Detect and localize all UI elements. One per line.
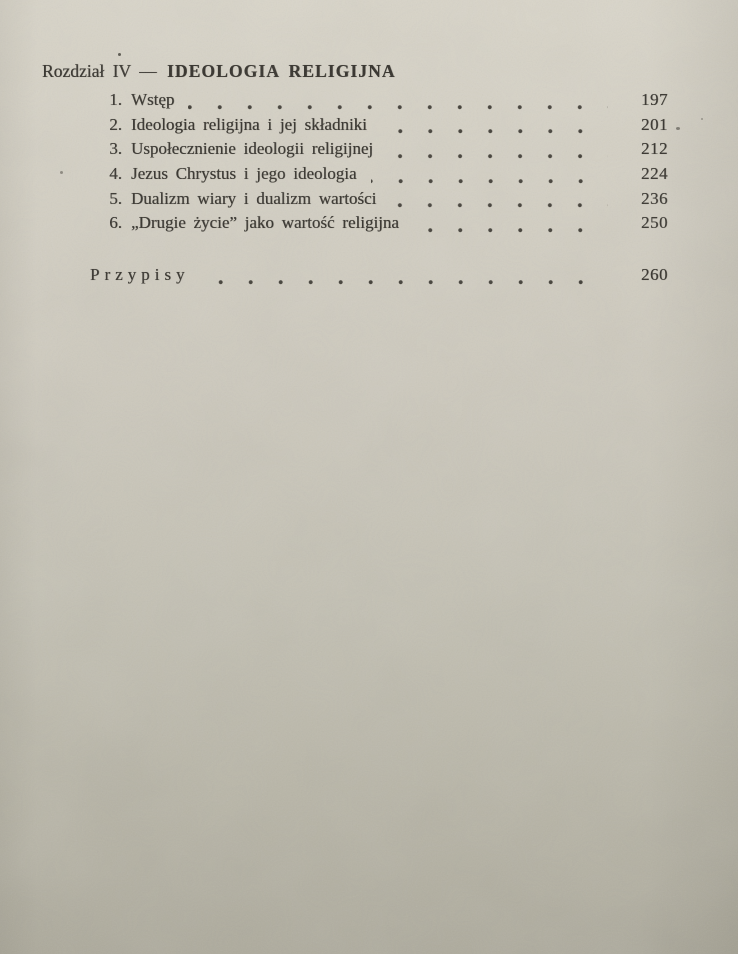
dot-leader — [371, 179, 608, 184]
ink-speck — [701, 118, 703, 120]
dot-leader — [204, 280, 609, 285]
toc-entry — [100, 189, 668, 214]
toc-entry-label: „Drugie życie” jako wartość religijna — [131, 213, 399, 233]
dot-leader — [381, 129, 608, 134]
toc-entry-number: 1. — [109, 90, 122, 109]
toc-entry-page-number: 197 — [641, 90, 668, 109]
toc-entry-label: Jezus Chrystus i jego ideologia — [131, 164, 357, 184]
dot-leader — [387, 154, 608, 159]
toc-list — [100, 90, 668, 238]
toc-entry-page-number: 212 — [641, 139, 668, 159]
toc-entry-page-number: 250 — [641, 213, 668, 233]
dot-leader — [413, 228, 608, 233]
toc-entry-page-number: 201 — [641, 114, 668, 134]
toc-entry — [100, 213, 668, 238]
table-of-contents — [42, 60, 668, 290]
toc-entry-label: Uspołecznienie ideologii religijnej — [131, 139, 374, 159]
dot-leader — [390, 203, 608, 208]
toc-entry-number: 6. — [109, 213, 122, 233]
toc-entry — [100, 90, 668, 115]
toc-footer-entry — [90, 265, 668, 290]
toc-entry — [100, 115, 668, 140]
toc-entry-page-number: 224 — [641, 164, 668, 184]
toc-entry-number: 3. — [109, 139, 122, 159]
toc-entry-number: 5. — [109, 188, 122, 208]
chapter-heading — [42, 60, 668, 82]
toc-entry-label: Wstęp — [131, 90, 175, 109]
toc-footer-page-number: 260 — [641, 265, 668, 285]
chapter-heading-prefix: Rozdział IV — — [42, 61, 157, 81]
toc-entry-number: 2. — [109, 114, 122, 134]
toc-entry-page-number: 236 — [641, 188, 668, 208]
ink-speck — [676, 127, 680, 130]
toc-entry-label: Dualizm wiary i dualizm wartości — [131, 188, 377, 208]
toc-entry-number: 4. — [109, 164, 122, 184]
dot-leader — [188, 105, 608, 110]
toc-footer-label: Przypisy — [90, 265, 190, 285]
ink-speck — [118, 53, 121, 56]
toc-entry-label: Ideologia religijna i jej składniki — [131, 114, 367, 134]
toc-entry — [100, 139, 668, 164]
chapter-heading-title: IDEOLOGIA RELIGIJNA — [166, 61, 396, 81]
toc-entry — [100, 164, 668, 189]
